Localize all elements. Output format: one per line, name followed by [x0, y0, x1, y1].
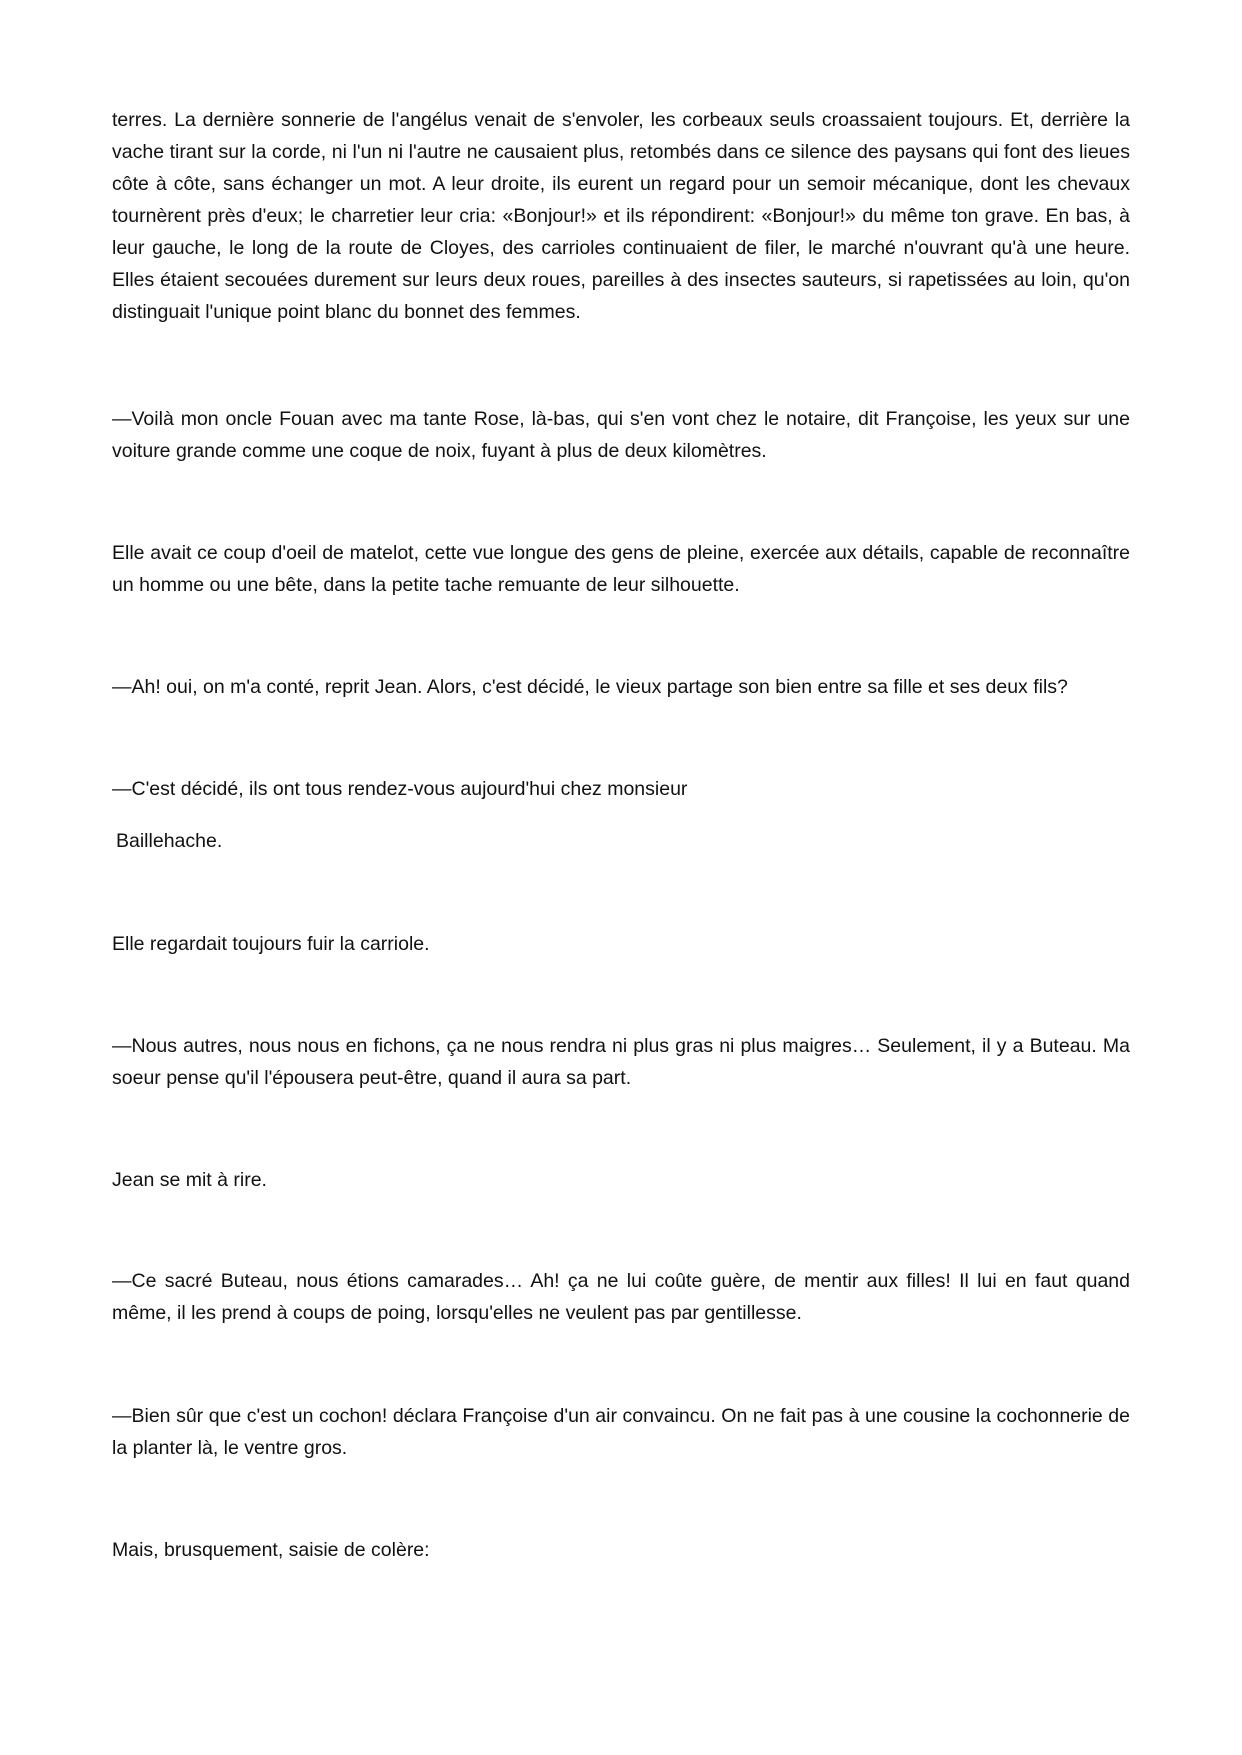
- paragraph-8: —Nous autres, nous nous en fichons, ça ne nous rendra ni plus gras ni plus maigres… Seulement, il y a Buteau. Ma soeur pense qu'il l'épousera peut-être, quand il aura sa part.: [112, 1035, 1130, 1089]
- paragraph-11: —Bien sûr que c'est un cochon! déclara Françoise d'un air convaincu. On ne fait pas à une cousine la cochonnerie de la planter là, le ventre gros.: [112, 1405, 1130, 1459]
- paragraph-9: Jean se mit à rire.: [112, 1169, 267, 1191]
- paragraph-6: Baillehache.: [116, 830, 223, 852]
- paragraph-4: —Ah! oui, on m'a conté, reprit Jean. Alors, c'est décidé, le vieux partage son bien entre sa fille et ses deux fils?: [112, 676, 1068, 698]
- paragraph-3: Elle avait ce coup d'oeil de matelot, cette vue longue des gens de pleine, exercée aux détails, capable de reconnaître un homme ou une bête, dans la petite tache remuante de leur silhouette.: [112, 542, 1130, 596]
- paragraph-12: Mais, brusquement, saisie de colère:: [112, 1539, 430, 1561]
- paragraph-1: terres. La dernière sonnerie de l'angélus venait de s'envoler, les corbeaux seuls croassaient toujours. Et, derrière la vache tirant sur la corde, ni l'un ni l'autre ne causaient plus, retombés dans ce silence des paysans qui font des lieues côte à côte, sans échanger un mot. A leur droite, ils eurent un regard pour un semoir mécanique, dont les chevaux tournèrent près d'eux; le charretier leur cria: «Bonjour!» et ils répondirent: «Bonjour!» du même ton grave. En bas, à leur gauche, le long de la route de Cloyes, des carrioles continuaient de filer, le marché n'ouvrant qu'à une heure. Elles étaient secouées durement sur leurs deux roues, pareilles à des insectes sauteurs, si rapetissées au loin, qu'on distinguait l'unique point blanc du bonnet des femmes.: [112, 109, 1130, 323]
- paragraph-5: —C'est décidé, ils ont tous rendez-vous aujourd'hui chez monsieur: [112, 778, 688, 800]
- paragraph-2: —Voilà mon oncle Fouan avec ma tante Rose, là-bas, qui s'en vont chez le notaire, dit Françoise, les yeux sur une voiture grande comme une coque de noix, fuyant à plus de deux kilomètres.: [112, 408, 1130, 462]
- paragraph-7: Elle regardait toujours fuir la carriole.: [112, 933, 430, 955]
- paragraph-10: —Ce sacré Buteau, nous étions camarades… Ah! ça ne lui coûte guère, de mentir aux filles! Il lui en faut quand même, il les prend à coups de poing, lorsqu'elles ne veulent pas par gentillesse.: [112, 1270, 1130, 1324]
